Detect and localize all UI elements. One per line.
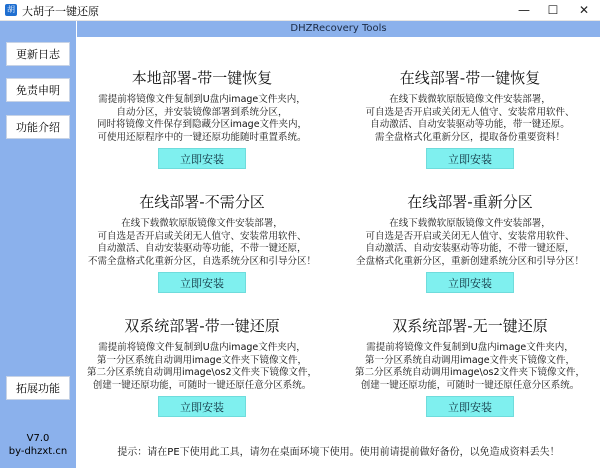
card-description: 需提前将镜像文件复制到U盘内image文件夹内， 第一分区系统自动调用image文件夹下镜像文件， 第二分区系统自动调用image\os2文件夹下镜像文件， 创建一键还原功能，可随时一键还原任意分区系统。	[354, 342, 586, 391]
card-online-with-restore	[350, 67, 590, 169]
main-panel	[77, 37, 600, 468]
card-title: 双系统部署-无一键还原	[392, 317, 548, 335]
install-button[interactable]: 立即安装	[426, 396, 514, 417]
footer-tip: 提示：请在PE下使用此工具，请勿在桌面环境下使用。使用前请提前做好备份，以免造成资料丢失！	[117, 447, 560, 458]
card-title: 双系统部署-带一键还原	[124, 317, 280, 335]
main-header: DHZRecovery Tools	[77, 21, 600, 37]
disclaimer-button[interactable]: 免责申明	[6, 78, 70, 102]
install-button[interactable]: 立即安装	[158, 396, 246, 417]
install-button[interactable]: 立即安装	[158, 272, 246, 293]
features-button[interactable]: 功能介绍	[6, 115, 70, 139]
close-icon[interactable]: ✕	[578, 3, 590, 17]
extensions-button[interactable]: 拓展功能	[6, 376, 70, 400]
version-label: V7.0	[26, 433, 50, 444]
title-bar	[0, 0, 600, 21]
window-title: 大胡子一键还原	[22, 5, 99, 18]
card-description: 在线下载微软原版镜像文件安装部署， 可自选是否开启或关闭无人值守、安装常用软件、 自动激活、自动安装驱动等功能，不带一键还原， 全盘格式化重新分区，重新创建系统分区和引导分区！	[355, 218, 584, 267]
app-icon: 胡	[7, 5, 15, 14]
card-description: 需提前将镜像文件复制到U盘内image文件夹内， 自动分区，并安装镜像部署到系统分区， 同时将镜像文件保存到隐藏分区image文件夹内， 可使用还原程序中的一键还原功能随时重置系统。	[96, 94, 308, 143]
card-local-with-restore	[82, 67, 322, 169]
card-title: 在线部署-带一键恢复	[399, 69, 541, 87]
card-online-repartition	[350, 191, 590, 293]
card-description: 在线下载微软原版镜像文件安装部署， 可自选是否开启或关闭无人值守、安装常用软件、 自动激活、自动安装驱动等功能，不带一键还原， 不需全盘格式化重新分区，自选系统分区和引导分区！	[87, 218, 316, 267]
changelog-button[interactable]: 更新日志	[6, 42, 70, 66]
card-description: 在线下载微软原版镜像文件安装部署， 可自选是否开启或关闭无人值守、安装常用软件、 自动激活、自动安装驱动等功能，带一键还原。 需全盘格式化重新分区，提取备份重要资料！	[365, 94, 575, 143]
install-button[interactable]: 立即安装	[426, 272, 514, 293]
site-label: by-dhzxt.cn	[8, 446, 68, 457]
card-online-no-partition	[82, 191, 322, 293]
install-button[interactable]: 立即安装	[426, 148, 514, 169]
maximize-icon[interactable]: ☐	[547, 3, 559, 17]
card-dual-with-restore	[82, 315, 322, 417]
card-description: 需提前将镜像文件复制到U盘内image文件夹内， 第一分区系统自动调用image文件夹下镜像文件， 第二分区系统自动调用image\os2文件夹下镜像文件， 创建一键还原功能，可随时一键还原任意分区系统。	[86, 342, 318, 391]
minimize-icon[interactable]: —	[518, 3, 530, 17]
sidebar	[0, 21, 76, 468]
card-title: 在线部署-不需分区	[139, 193, 265, 211]
install-button[interactable]: 立即安装	[158, 148, 246, 169]
card-title: 本地部署-带一键恢复	[131, 69, 273, 87]
card-dual-no-restore	[350, 315, 590, 417]
card-title: 在线部署-重新分区	[407, 193, 533, 211]
